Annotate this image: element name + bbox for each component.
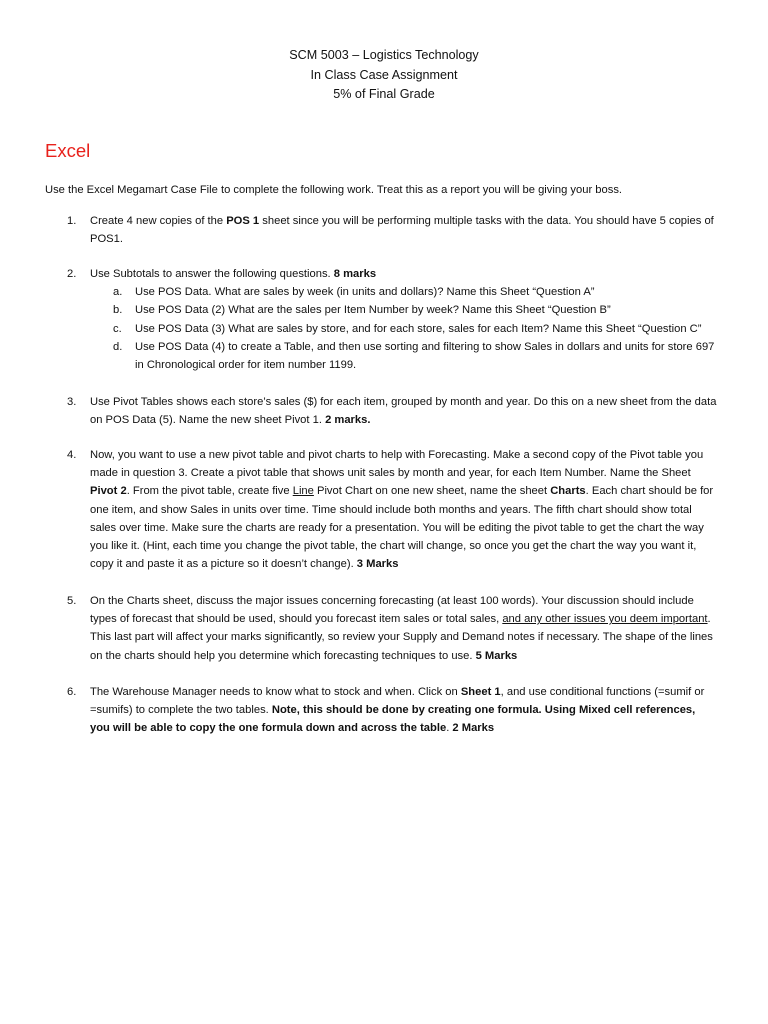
list-item (45, 446, 725, 573)
sub-item-text: Use POS Data. What are sales by week (in units and dollars)? Name this Sheet “Question A” (135, 286, 595, 299)
list-item (45, 393, 725, 429)
list-item (45, 592, 725, 665)
assignment-title: In Class Case Assignment (310, 67, 458, 82)
item-text: Use Subtotals to answer the following questions. 8 marks (90, 268, 377, 280)
intro-paragraph: Use the Excel Megamart Case File to complete the following work. Treat this as a report you will be giving your boss. (45, 184, 623, 196)
item-text: Use Pivot Tables shows each store’s sales ($) for each item, grouped by month and year. Do this on a new sheet from the data on POS Data (5). Name the new sheet Pivot 1. 2 marks. (90, 396, 717, 427)
sub-item (90, 301, 725, 319)
sub-item-letter: c. (113, 322, 122, 335)
list-item (45, 212, 725, 248)
sub-item-text: Use POS Data (4) to create a Table, and then use sorting and filtering to show Sales in dollars and units for store 697 in Chronological order for item number 1199. (135, 340, 715, 372)
course-title: SCM 5003 – Logistics Technology (289, 48, 479, 62)
document-header (0, 46, 768, 105)
section-heading: Excel (45, 140, 91, 161)
sub-item (90, 338, 725, 374)
sub-item-letter: b. (113, 304, 123, 317)
item-number: 3. (67, 396, 77, 408)
item-text: The Warehouse Manager needs to know what to stock and when. Click on Sheet 1, and use conditional functions (=sumif or =sumifs) to complete the two tables. Note, this should be done by creating one formula. Using Mixed cell references, you will be able to copy the one formula down and across the table. 2 Marks (90, 686, 705, 735)
item-number: 5. (67, 595, 77, 607)
item-text: Now, you want to use a new pivot table and pivot charts to help with Forecasting. Make a second copy of the Pivot table you made in question 3. Create a pivot table that shows unit sales by month and year, for each Item Number. Name the Sheet Pivot 2. From the pivot table, create five Line Pivot Chart on one new sheet, name the sheet Charts. Each chart should be for one item, and show Sales in units over time. Time should include both months and years. The fifth chart should show total sales over time. Make sure the charts are ready for a presentation. You will be editing the pivot table to get the chart the way you like it. (Hint, each time you change the pivot table, the chart will change, so once you get the chart the way you want it, copy it and paste it as a picture so it doesn’t change). 3 Marks (90, 449, 714, 571)
sub-item-letter: d. (113, 340, 123, 353)
item-number: 2. (67, 268, 77, 280)
item-number: 1. (67, 215, 77, 227)
list-item (45, 683, 725, 738)
item-text: On the Charts sheet, discuss the major issues concerning forecasting (at least 100 words). Your discussion should include types of forecast that should be used, should you forecast item sales or total sales, and any other issues you deem important. This last part will affect your marks significantly, so review your Supply and Demand notes if necessary. The shape of the lines on the charts should help you determine which forecasting techniques to use. 5 Marks (90, 595, 713, 662)
sub-item-text: Use POS Data (2) What are the sales per Item Number by week? Name this Sheet “Question B” (135, 304, 611, 317)
sub-item-text: Use POS Data (3) What are sales by store, and for each store, sales for each Item? Name this Sheet “Question C” (135, 322, 702, 335)
sub-item (90, 320, 725, 338)
sub-item (90, 283, 725, 301)
list-item (45, 265, 725, 374)
grade-weight: 5% of Final Grade (333, 87, 435, 101)
item-number: 6. (67, 686, 77, 698)
sub-item-letter: a. (113, 286, 123, 299)
item-text: Create 4 new copies of the POS 1 sheet since you will be performing multiple tasks with the data. You should have 5 copies of POS1. (90, 215, 714, 246)
item-number: 4. (67, 449, 77, 461)
